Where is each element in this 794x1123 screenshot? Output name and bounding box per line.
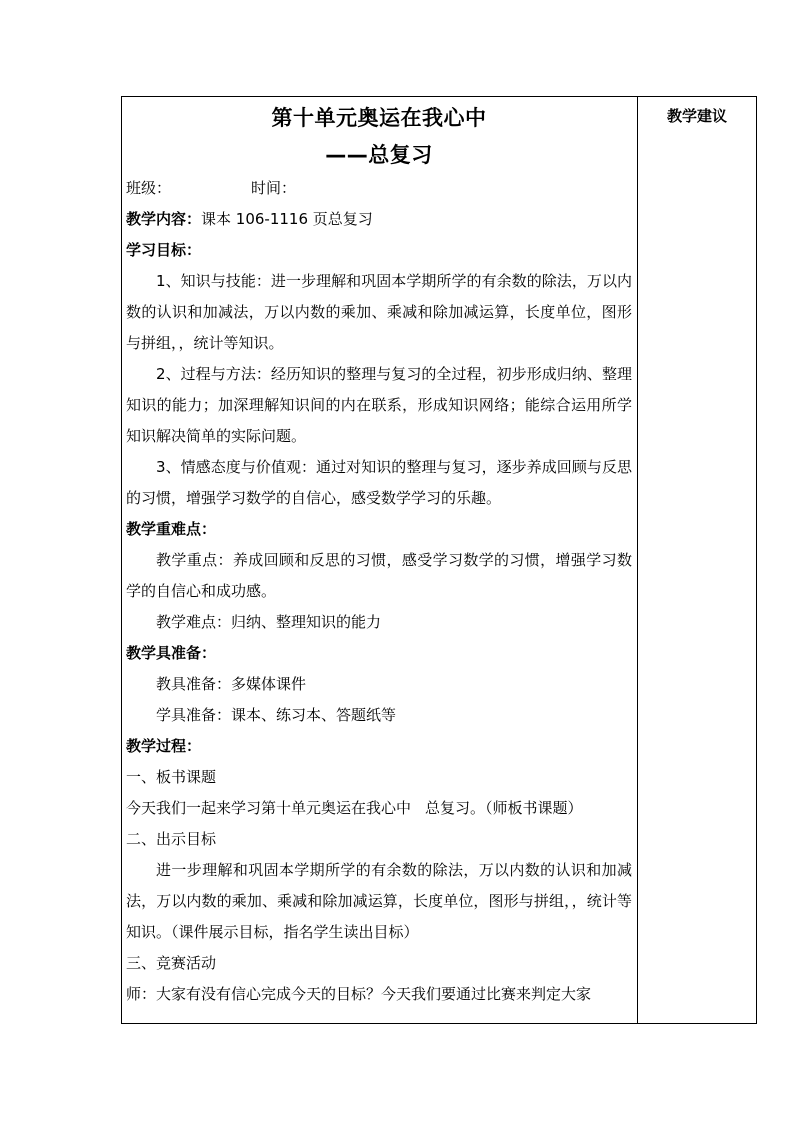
step2-heading: 二、出示目标 — [126, 830, 217, 848]
step3-text: 师：大家有没有信心完成今天的目标？今天我们要通过比赛来判定大家 — [126, 985, 592, 1003]
goal-item-3: 3、情感态度与价值观：通过对知识的整理与复习，逐步养成回顾与反思的习惯，增强学习数学的自信心，感受数学学习的乐趣。 — [126, 458, 632, 507]
class-label: 班级： — [126, 179, 172, 197]
step1-text-a: 今天我们一起来学习第十单元奥运在我心中 — [126, 799, 412, 817]
lesson-plan-table — [121, 96, 757, 1024]
key-difficulty: 教学难点：归纳、整理知识的能力 — [156, 613, 382, 631]
class-time-row — [126, 173, 632, 204]
key-points-heading: 教学重难点： — [126, 520, 217, 538]
content-row — [126, 204, 632, 235]
goals-heading: 学习目标： — [126, 241, 202, 259]
step2-text: 进一步理解和巩固本学期所学的有余数的除法，万以内数的认识和加减法，万以内数的乘加、乘减和除加减运算，长度单位，图形与拼组，，统计等知识。（课件展示目标，指名学生读出目标） — [126, 861, 632, 941]
time-label: 时间： — [251, 179, 297, 197]
content-text: 课本 106-1116 页总复习 — [201, 210, 373, 228]
page-title: 第十单元奥运在我心中 — [271, 106, 487, 130]
page-subtitle: ——总复习 — [325, 143, 433, 167]
step1-text — [126, 793, 632, 824]
prep-heading: 教学具准备： — [126, 644, 217, 662]
key-focus: 教学重点：养成回顾和反思的习惯，感受学习数学的习惯，增强学习数学的自信心和成功感。 — [126, 551, 632, 600]
prep-student: 学具准备：课本、练习本、答题纸等 — [156, 706, 397, 724]
prep-teacher: 教具准备：多媒体课件 — [156, 675, 307, 693]
step1-text-b: 总复习。（师板书课题） — [425, 799, 583, 817]
main-column — [122, 97, 638, 1023]
side-column — [638, 97, 756, 1023]
side-header: 教学建议 — [666, 107, 727, 125]
content-label: 教学内容： — [126, 210, 202, 228]
step1-heading: 一、板书课题 — [126, 768, 217, 786]
step3-heading: 三、竞赛活动 — [126, 954, 217, 972]
goal-item-1: 1、知识与技能：进一步理解和巩固本学期所学的有余数的除法，万以内数的认识和加减法，万以内数的乘加、乘减和除加减运算，长度单位，图形与拼组，，统计等知识。 — [126, 272, 632, 352]
process-heading: 教学过程： — [126, 737, 202, 755]
goal-item-2: 2、过程与方法：经历知识的整理与复习的全过程，初步形成归纳、整理知识的能力；加深理解知识间的内在联系，形成知识网络；能综合运用所学知识解决简单的实际问题。 — [126, 365, 632, 445]
